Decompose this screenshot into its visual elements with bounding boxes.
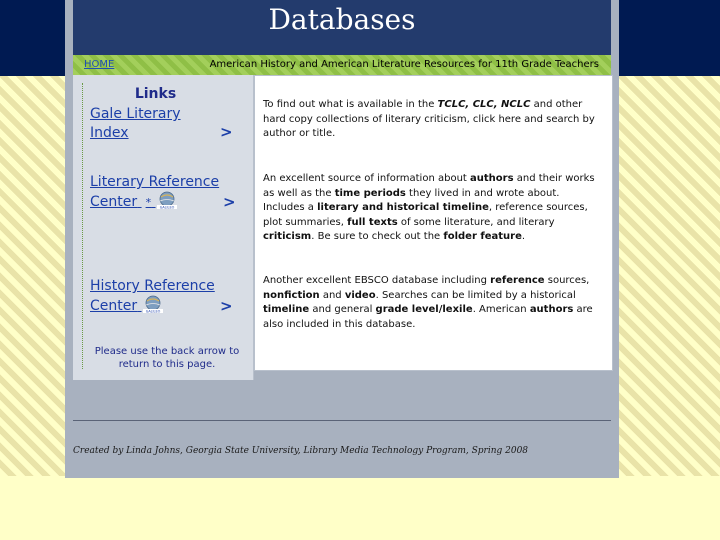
galileo-globe-icon: [142, 295, 164, 313]
description-literary-reference-center: [263, 172, 603, 245]
description-text-run: nonfiction: [263, 289, 320, 301]
description-gale-literary-index: [263, 98, 603, 142]
description-text-run: grade level/lexile: [375, 304, 473, 315]
sidebar-divider: [82, 83, 83, 369]
page-frame: [65, 0, 619, 478]
footer-credit: Created by Linda Johns, Georgia State University, Library Media Technology Program, Spring 2008: [73, 446, 529, 456]
back-arrow-note: Please use the back arrow to return to this page.: [94, 346, 240, 370]
description-text-run: of some literature, and literary: [397, 216, 555, 228]
description-text-run: sources,: [544, 275, 590, 286]
nav-bar: [73, 55, 611, 75]
right-stripe-background: [618, 76, 720, 476]
link-line2: Index: [90, 125, 129, 141]
description-text-run: time periods: [334, 187, 406, 199]
description-text-run: , reference sources, plot summaries,: [263, 202, 588, 228]
history-reference-center-arrow[interactable]: >: [220, 297, 233, 315]
description-text-run: .: [521, 231, 526, 242]
svg-text:GALILEO: GALILEO: [145, 309, 160, 313]
description-text-run: . Be sure to check out the: [311, 231, 444, 242]
svg-text:GALILEO: GALILEO: [159, 205, 174, 209]
literary-reference-center-link[interactable]: [90, 172, 219, 213]
description-history-reference-center: [263, 274, 603, 332]
description-text-run: full texts: [347, 216, 398, 228]
description-text-run: To find out what is available in the: [263, 99, 438, 110]
description-text-run: literary and historical timeline: [317, 202, 489, 213]
link-line1: History Reference: [90, 278, 215, 294]
links-heading: Links: [134, 86, 177, 102]
description-text-run: and: [319, 289, 345, 301]
description-text-run: and general: [309, 304, 376, 315]
history-reference-center-link[interactable]: [90, 276, 215, 316]
left-stripe-background: [0, 76, 66, 476]
description-text-run: are also included in this database.: [263, 304, 593, 330]
literary-reference-center-arrow[interactable]: >: [223, 193, 236, 211]
page-title: Databases: [73, 0, 611, 55]
gale-literary-index-arrow[interactable]: >: [220, 123, 233, 141]
link-line2: Center: [90, 194, 138, 210]
link-line1: Literary Reference: [90, 174, 220, 190]
description-text-run: they lived in and wrote about. Includes a: [263, 187, 560, 213]
nav-page-title: American History and American Literature Resources for 11th Grade Teachers: [209, 59, 599, 70]
description-text-run: folder feature: [443, 231, 522, 242]
description-text-run: and other hard copy collections of literary criticism, click here and search by author or title.: [263, 99, 595, 139]
gale-literary-index-link[interactable]: [90, 104, 181, 143]
description-text-run: . Searches can be limited by a historical: [375, 289, 576, 301]
links-sidebar: [73, 75, 254, 380]
description-text-run: reference: [490, 275, 545, 286]
description-text-run: timeline: [263, 304, 310, 315]
description-text-run: authors: [470, 173, 514, 184]
galileo-globe-icon: [156, 191, 178, 209]
descriptions-panel: [254, 75, 613, 371]
description-text-run: authors: [529, 304, 574, 315]
asterisk-marker: *: [145, 196, 152, 209]
description-text-run: criticism: [263, 231, 312, 242]
link-line2: Center: [90, 298, 138, 314]
link-line1: Gale Literary: [90, 106, 181, 122]
description-text-run: video: [344, 289, 376, 301]
footer-divider: [73, 420, 611, 421]
description-text-run: Another excellent EBSCO database including: [263, 275, 491, 286]
description-text-run: An excellent source of information about: [263, 173, 471, 184]
description-text-run: . American: [472, 304, 530, 315]
home-link[interactable]: HOME: [84, 59, 115, 70]
description-text-run: and their works as well as the: [263, 173, 595, 199]
description-text-run: TCLC, CLC, NCLC: [437, 99, 531, 110]
